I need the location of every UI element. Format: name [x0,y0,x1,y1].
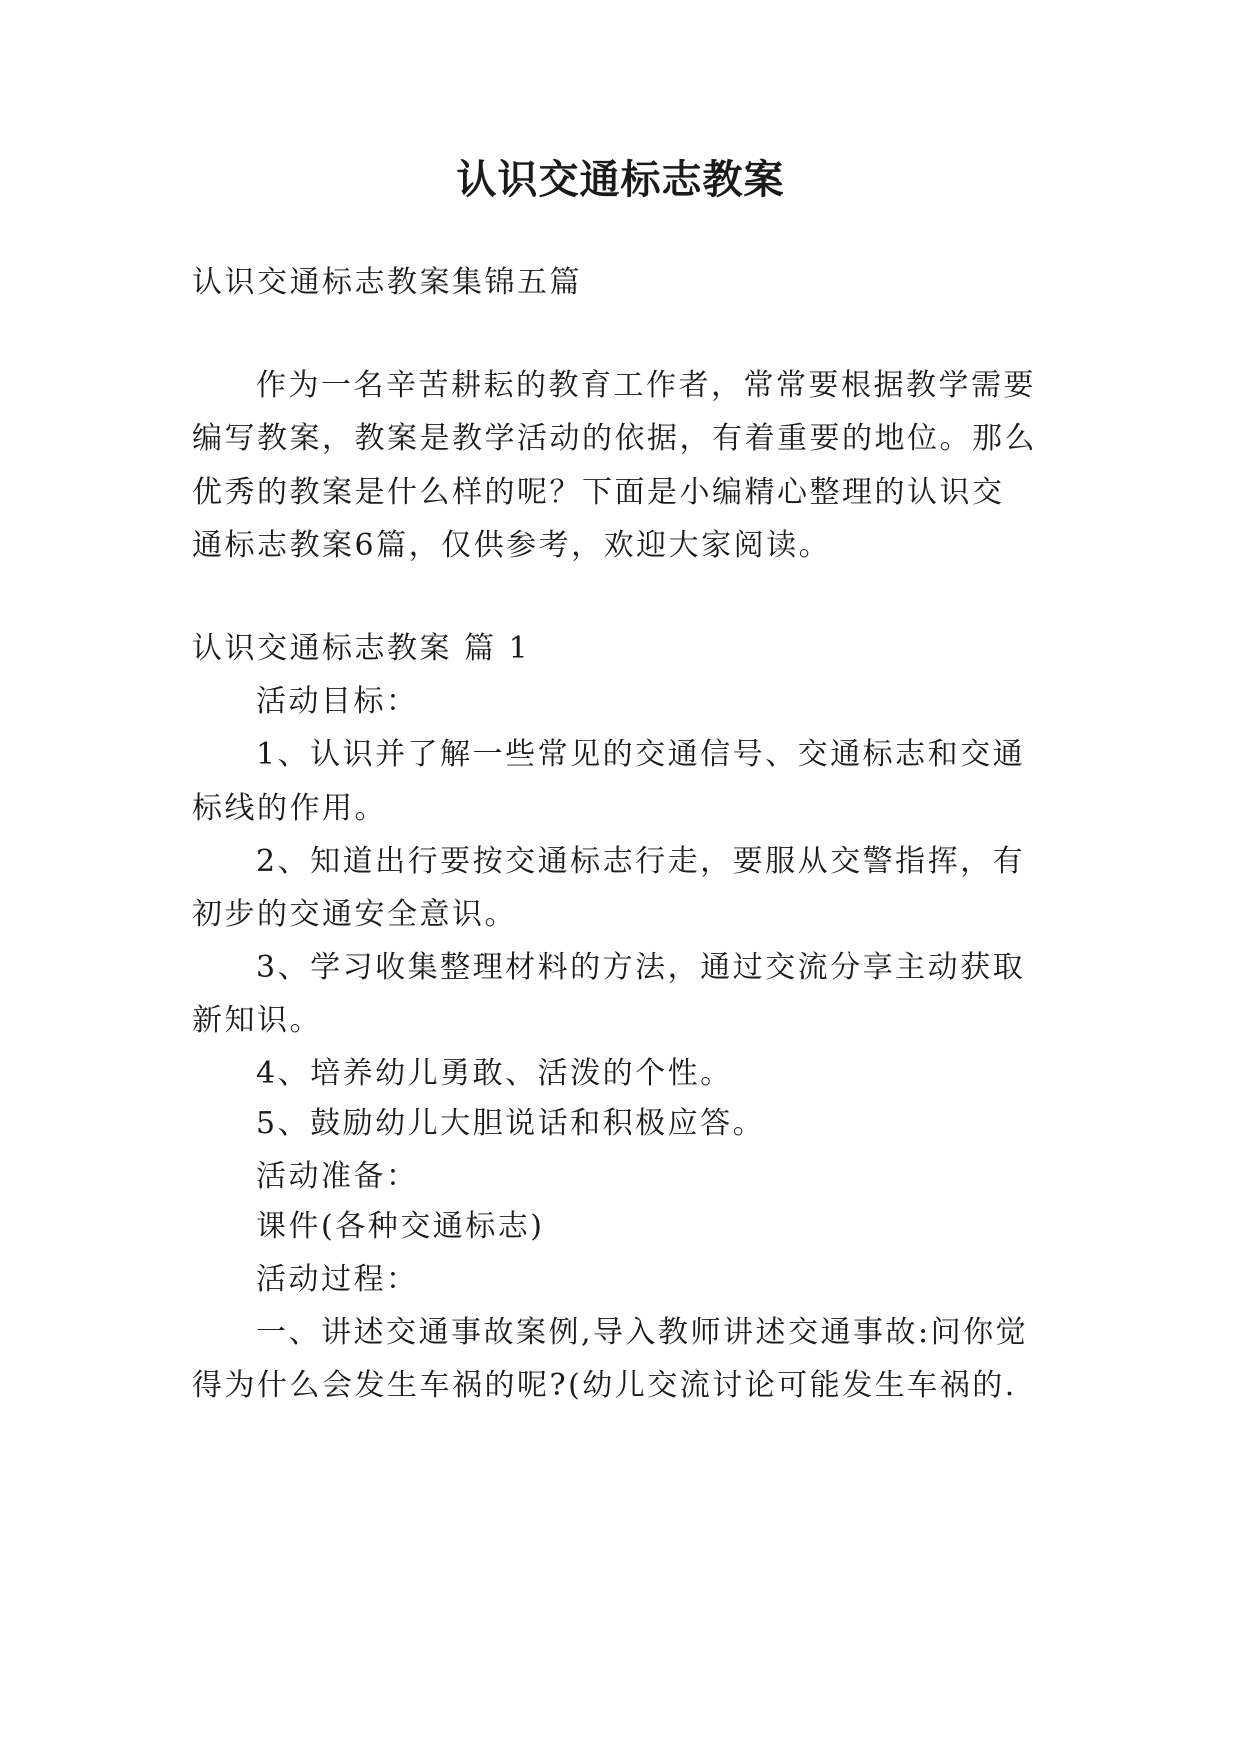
intro-line: 优秀的教案是什么样的呢？下面是小编精心整理的认识交 [192,475,1005,510]
intro-line: 作为一名辛苦耕耘的教育工作者，常常要根据教学需要 [256,368,1036,403]
body-line: 活动过程： [256,1262,419,1297]
body-line: 2、知道出行要按交通标志行走，要服从交警指挥，有 [256,844,1026,879]
body-line: 3、学习收集整理材料的方法，通过交流分享主动获取 [256,950,1026,985]
intro-line: 编写教案，教案是教学活动的依据，有着重要的地位。那么 [192,421,1037,456]
body-line: 1、认识并了解一些常见的交通信号、交通标志和交通 [256,737,1026,772]
body-line: 一、讲述交通事故案例,导入教师讲述交通事故:问你觉 [256,1315,1029,1350]
body-line: 活动目标： [256,684,419,719]
subtitle: 认识交通标志教案集锦五篇 [192,265,582,300]
body-line: 5、鼓励幼儿大胆说话和积极应答。 [256,1106,766,1141]
body-line: 课件(各种交通标志) [256,1209,545,1244]
body-line: 新知识。 [192,1003,322,1038]
section-heading: 认识交通标志教案 篇 1 [192,631,531,666]
body-line: 标线的作用。 [192,791,387,826]
body-line: 4、培养幼儿勇敢、活泼的个性。 [256,1056,733,1091]
body-line: 初步的交通安全意识。 [192,897,517,932]
intro-line: 通标志教案6篇，仅供参考，欢迎大家阅读。 [192,528,832,563]
document-title: 认识交通标志教案 [456,156,785,203]
body-line: 得为什么会发生车祸的呢?(幼儿交流讨论可能发生车祸的. [192,1368,1017,1403]
body-line: 活动准备： [256,1159,419,1194]
